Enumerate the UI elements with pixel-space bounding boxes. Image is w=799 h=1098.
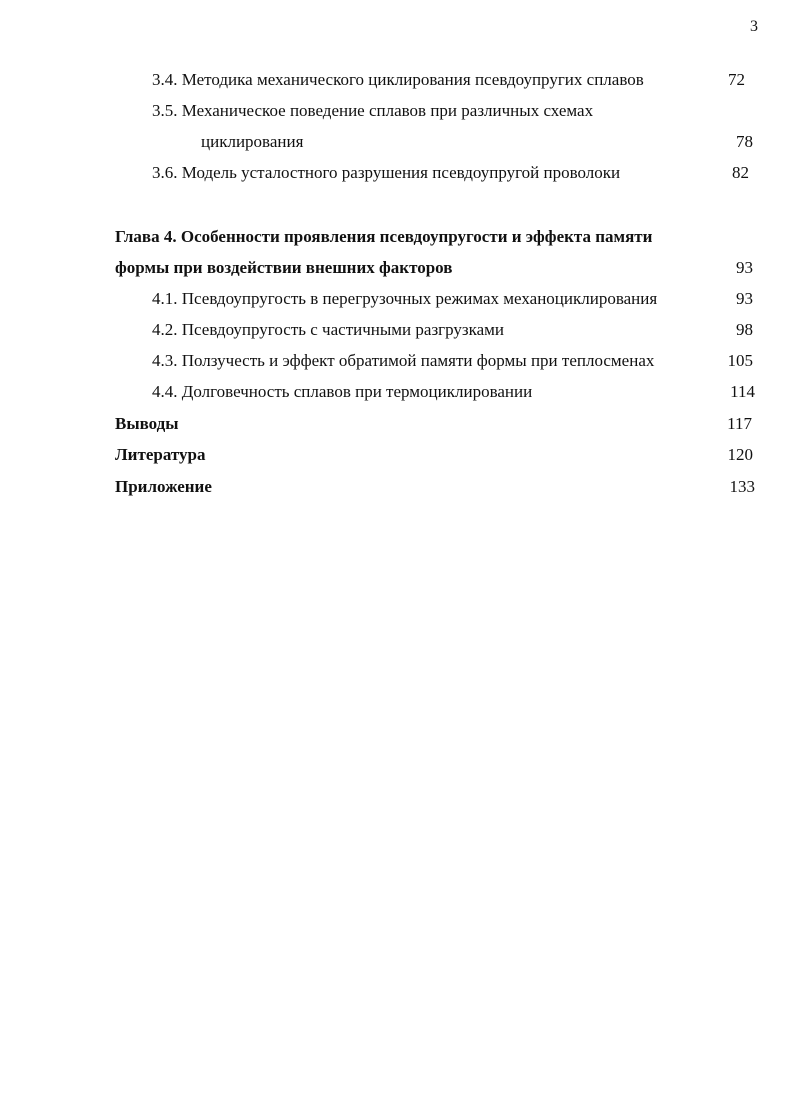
toc-chapter-title: Глава 4. Особенности проявления псевдоупругости и эффекта памяти (115, 227, 653, 246)
toc-entry-page: 98 (736, 320, 753, 339)
toc-entry-page: 120 (727, 445, 753, 464)
toc-entry-page: 93 (736, 258, 753, 277)
toc-entry-page: 114 (730, 382, 755, 401)
toc-entry-title: 4.2. Псевдоупругость с частичными разгрузками (152, 320, 505, 339)
toc-entry-page: 82 (732, 163, 749, 182)
toc-entry-title: 4.3. Ползучесть и эффект обратимой памяти формы при теплосменах (152, 351, 655, 370)
toc-entry-title: 4.4. Долговечность сплавов при термоциклировании (152, 382, 533, 401)
toc-entry-title: 3.6. Модель усталостного разрушения псевдоупругой проволоки (152, 163, 621, 182)
toc-entry-page: 133 (729, 477, 755, 496)
toc-section-title: Литература (115, 445, 206, 464)
toc-entry-title: 3.5. Механическое поведение сплавов при различных схемах (152, 101, 594, 120)
toc-entry-page: 117 (727, 414, 752, 433)
toc-entry-page: 105 (727, 351, 753, 370)
toc-entry-title: 3.4. Методика механического циклирования псевдоупругих сплавов (152, 70, 644, 89)
toc-section-title: Выводы (115, 414, 179, 433)
toc-entry-page: 93 (736, 289, 753, 308)
toc-entry-title: 4.1. Псевдоупругость в перегрузочных режимах механоциклирования (152, 289, 658, 308)
toc-entry-title-continued: циклирования (201, 132, 304, 151)
toc-section-title: Приложение (115, 477, 212, 496)
page-number: 3 (750, 18, 758, 35)
toc-chapter-title-continued: формы при воздействии внешних факторов (115, 258, 453, 277)
toc-entry-page: 78 (736, 132, 753, 151)
toc-entry-page: 72 (728, 70, 745, 89)
